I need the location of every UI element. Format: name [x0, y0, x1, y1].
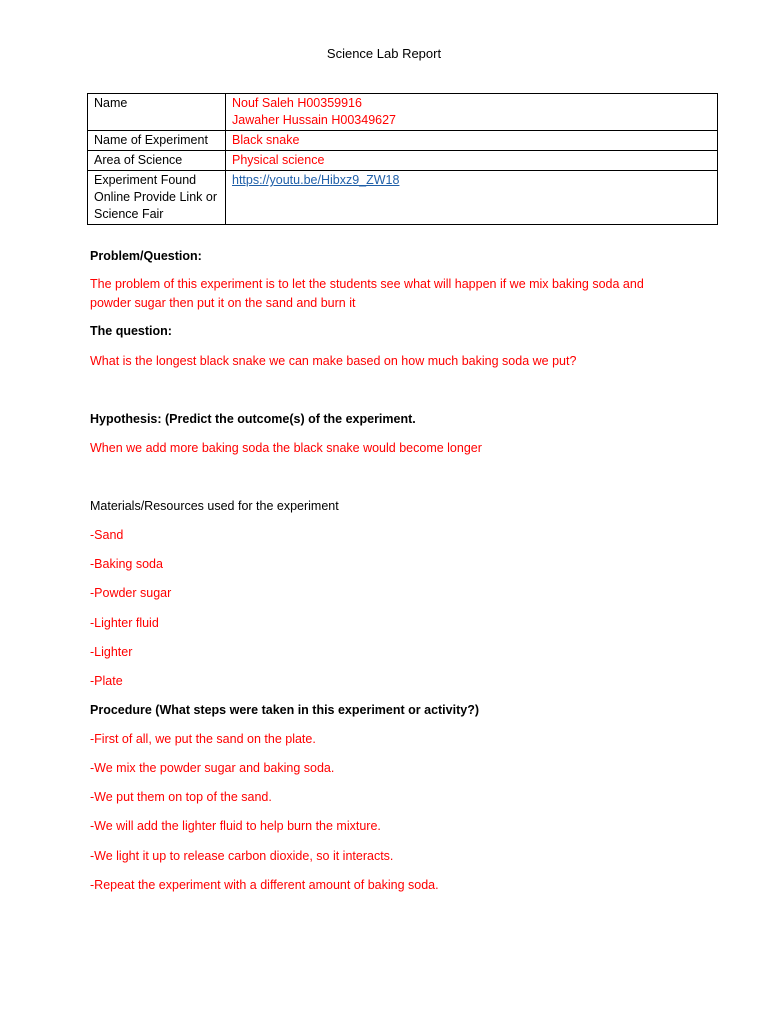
experiment-name-value: Black snake: [226, 131, 718, 151]
report-title: Science Lab Report: [326, 46, 442, 61]
area-of-science-label: Area of Science: [88, 151, 226, 171]
procedure-step: -First of all, we put the sand on the plate.: [90, 732, 316, 746]
hypothesis-heading: Hypothesis: (Predict the outcome(s) of the experiment.: [90, 412, 416, 426]
problem-text-line-2: powder sugar then put it on the sand and burn it: [90, 296, 356, 310]
table-row: [88, 171, 718, 225]
material-item: -Powder sugar: [90, 586, 172, 600]
problem-heading: Problem/Question:: [90, 249, 202, 263]
source-value: [226, 171, 718, 225]
table-row: [88, 131, 718, 151]
material-item: -Sand: [90, 528, 124, 542]
material-item: -Lighter: [90, 645, 133, 659]
table-row: [88, 94, 718, 131]
source-link[interactable]: https://youtu.be/Hibxz9_ZW18: [232, 173, 400, 187]
hypothesis-text: When we add more baking soda the black snake would become longer: [90, 441, 482, 455]
source-label: Experiment Found Online Provide Link or Science Fair: [88, 171, 226, 225]
student-1: Nouf Saleh H00359916: [232, 96, 362, 110]
procedure-step: -We will add the lighter fluid to help burn the mixture.: [90, 819, 381, 833]
problem-text-line-1: The problem of this experiment is to let the students see what will happen if we mix baking soda and: [90, 277, 644, 291]
info-table: [87, 93, 718, 225]
procedure-heading: Procedure (What steps were taken in this experiment or activity?): [90, 703, 479, 717]
procedure-step: -We put them on top of the sand.: [90, 790, 272, 804]
material-item: -Baking soda: [90, 557, 163, 571]
material-item: -Lighter fluid: [90, 616, 159, 630]
area-of-science-value: Physical science: [226, 151, 718, 171]
procedure-step: -Repeat the experiment with a different amount of baking soda.: [90, 878, 439, 892]
student-2: Jawaher Hussain H00349627: [232, 113, 396, 127]
question-heading: The question:: [90, 324, 172, 338]
material-item: -Plate: [90, 674, 123, 688]
table-row: [88, 151, 718, 171]
procedure-step: -We light it up to release carbon dioxide, so it interacts.: [90, 849, 394, 863]
materials-heading: Materials/Resources used for the experiment: [90, 499, 339, 513]
name-label: Name: [88, 94, 226, 131]
name-value: [226, 94, 718, 131]
question-text: What is the longest black snake we can make based on how much baking soda we put?: [90, 354, 577, 368]
procedure-step: -We mix the powder sugar and baking soda.: [90, 761, 335, 775]
experiment-name-label: Name of Experiment: [88, 131, 226, 151]
